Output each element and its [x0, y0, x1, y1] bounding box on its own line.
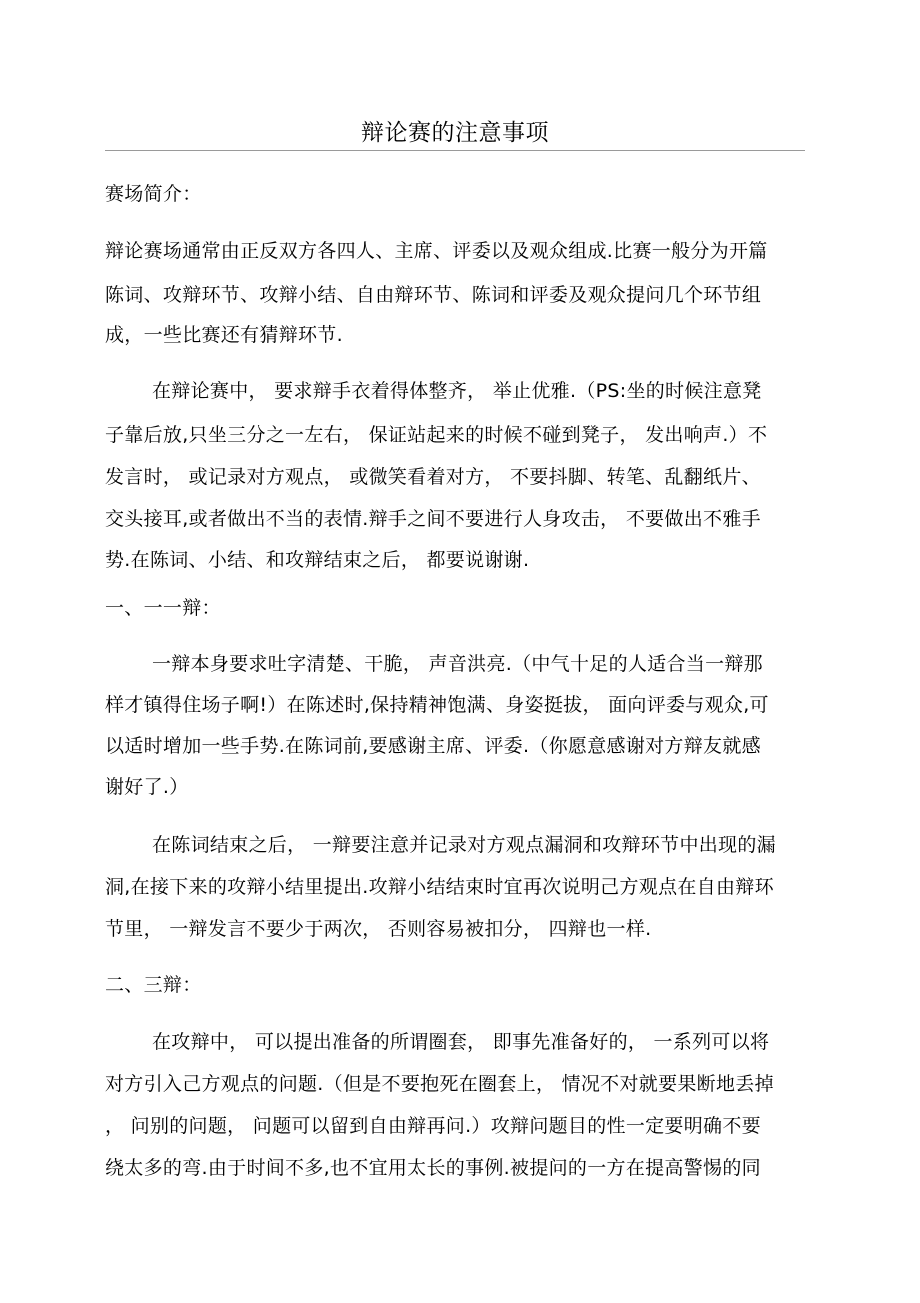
- paragraph-line: 在辩论赛中， 要求辩手衣着得体整齐， 举止优雅.（PS:坐的时候注意凳: [152, 380, 762, 402]
- paragraph-line: 样才镇得住场子啊!）在陈述时,保持精神饱满、身姿挺拔， 面向评委与观众,可: [105, 694, 769, 716]
- paragraph-line: 节里， 一辩发言不要少于两次， 否则容易被扣分， 四辩也一样.: [105, 918, 652, 940]
- paragraph-line: ， 问别的问题， 问题可以留到自由辩再问.）攻辩问题目的性一定要明确不要: [105, 1115, 761, 1137]
- paragraph-line: 势.在陈词、小结、和攻辩结束之后， 都要说谢谢.: [105, 549, 530, 571]
- paragraph-line: 以适时增加一些手势.在陈词前,要感谢主席、评委.（你愿意感谢对方辩友就感: [105, 735, 761, 757]
- paragraph-line: 辩论赛场通常由正反双方各四人、主席、评委以及观众组成.比赛一般分为开篇: [105, 240, 768, 262]
- paragraph-line: 洞,在接下来的攻辩小结里提出.攻辩小结结束时宜再次说明己方观点在自由辩环: [105, 876, 774, 898]
- section-heading-venue-intro: 赛场简介：: [105, 183, 202, 205]
- paragraph-line: 发言时， 或记录对方观点， 或微笑看着对方， 不要抖脚、转笔、乱翻纸片、: [105, 466, 761, 488]
- paragraph-line: 对方引入己方观点的问题.（但是不要抱死在圈套上， 情况不对就要果断地丢掉: [105, 1073, 774, 1095]
- page-title: 辩论赛的注意事项: [361, 120, 549, 146]
- paragraph-line: 子靠后放,只坐三分之一左右， 保证站起来的时候不碰到凳子， 发出响声.）不: [105, 424, 768, 446]
- section-heading-second-third-debaters: 二、三辩：: [105, 974, 202, 996]
- paragraph-line: 交头接耳,或者做出不当的表情.辩手之间不要进行人身攻击， 不要做出不雅手: [105, 508, 761, 530]
- paragraph-line: 在陈词结束之后， 一辩要注意并记录对方观点漏洞和攻辩环节中出现的漏: [152, 834, 776, 856]
- section-heading-first-debater: 一、一一辩：: [105, 597, 221, 619]
- paragraph-line: 一辩本身要求吐字清楚、干脆， 声音洪亮.（中气十足的人适合当一辩那: [152, 653, 763, 675]
- paragraph-line: 谢好了.）: [105, 776, 189, 798]
- title-divider: [105, 150, 805, 151]
- paragraph-line: 绕太多的弯.由于时间不多,也不宜用太长的事例.被提问的一方在提高警惕的同: [105, 1157, 761, 1179]
- paragraph-line: 成，一些比赛还有猜辩环节.: [105, 324, 343, 346]
- paragraph-line: 在攻辩中， 可以提出准备的所谓圈套， 即事先准备好的， 一系列可以将: [152, 1031, 770, 1053]
- paragraph-line: 陈词、攻辩环节、攻辩小结、自由辩环节、陈词和评委及观众提问几个环节组: [105, 284, 762, 306]
